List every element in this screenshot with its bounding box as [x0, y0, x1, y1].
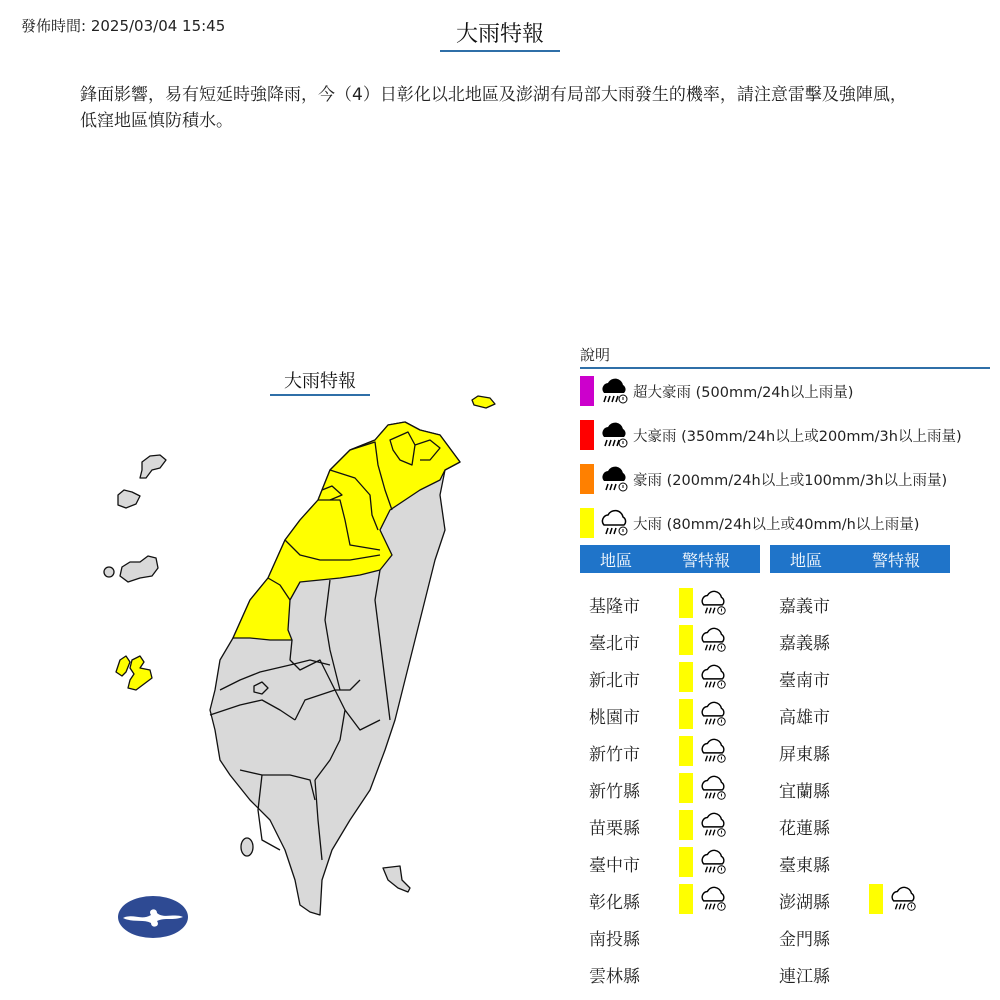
- heavy-rain-icon: [698, 588, 728, 618]
- region-name: 新竹縣: [589, 782, 640, 802]
- region-name: 嘉義縣: [779, 634, 830, 654]
- warning-level-bar: [679, 699, 693, 729]
- region-name: 彰化縣: [589, 893, 640, 913]
- heavy-rain-icon: [698, 847, 728, 877]
- region-name: 新竹市: [589, 745, 640, 765]
- region-name: 屏東縣: [779, 745, 830, 765]
- region-name: 基隆市: [589, 597, 640, 617]
- heavy-rain-icon: [888, 884, 918, 914]
- very-torrential-rain-icon: [598, 419, 630, 451]
- region-name: 臺中市: [589, 856, 640, 876]
- legend-label: 大雨 (80mm/24h以上或40mm/h以上雨量): [633, 516, 920, 533]
- column-header-warning: 警特報: [681, 550, 730, 570]
- region-name: 澎湖縣: [779, 893, 830, 913]
- warning-description: 鋒面影響，易有短延時強降雨，今（4）日彰化以北地區及澎湖有局部大雨發生的機率，請注意雷擊及強陣風，低窪地區慎防積水。: [80, 85, 907, 131]
- region-name: 南投縣: [589, 930, 640, 950]
- region-name: 桃園市: [589, 708, 640, 728]
- warning-level-bar: [679, 773, 693, 803]
- region-name: 花蓮縣: [779, 819, 830, 839]
- region-name: 宜蘭縣: [779, 782, 830, 802]
- legend-item-extreme-torrential-rain: [580, 369, 990, 413]
- issue-time: 發佈時間: 2025/03/04 15:45: [21, 17, 226, 35]
- warning-level-bar: [679, 625, 693, 655]
- heavy-rain-icon: [698, 773, 728, 803]
- warning-level-bar: [679, 736, 693, 766]
- legend-item-torrential-rain: [580, 457, 990, 501]
- heavy-rain-icon: [698, 699, 728, 729]
- heavy-rain-icon: [698, 884, 728, 914]
- region-name: 連江縣: [779, 967, 830, 987]
- region-name: 新北市: [589, 671, 640, 691]
- legend-item-very-torrential-rain: [580, 413, 990, 457]
- map-title: 大雨特報: [270, 367, 370, 396]
- heavy-rain-icon: [698, 662, 728, 692]
- region-name: 臺北市: [589, 634, 640, 654]
- taiwan-warning-map: [90, 385, 510, 930]
- extreme-torrential-rain-icon: [598, 375, 630, 407]
- page-title: 大雨特報: [440, 17, 560, 52]
- table-header-right: [770, 545, 950, 573]
- cwa-logo: [117, 895, 189, 939]
- penghu-county: [116, 656, 130, 676]
- torrential-rain-icon: [598, 463, 630, 495]
- legend-swatch-orange: [580, 464, 594, 494]
- warning-level-bar: [679, 588, 693, 618]
- region-name: 嘉義市: [779, 597, 830, 617]
- warning-level-bar: [679, 810, 693, 840]
- legend-item-heavy-rain: [580, 501, 990, 545]
- region-name: 臺南市: [779, 671, 830, 691]
- region-name: 臺東縣: [779, 856, 830, 876]
- heavy-rain-icon: [698, 625, 728, 655]
- legend-label: 大豪雨 (350mm/24h以上或200mm/3h以上雨量): [633, 428, 962, 445]
- region-name: 高雄市: [779, 708, 830, 728]
- warning-level-bar: [679, 847, 693, 877]
- legend-label: 豪雨 (200mm/24h以上或100mm/3h以上雨量): [633, 472, 948, 489]
- legend: [580, 344, 990, 545]
- legend-title: 說明: [580, 344, 990, 369]
- column-header-region: 地區: [599, 550, 632, 570]
- legend-swatch-red: [580, 420, 594, 450]
- heavy-rain-icon: [598, 507, 630, 539]
- warning-level-bar: [679, 884, 693, 914]
- region-name: 金門縣: [779, 930, 830, 950]
- legend-label: 超大豪雨 (500mm/24h以上雨量): [633, 384, 854, 401]
- island-north-penghu: [140, 455, 166, 478]
- region-name: 雲林縣: [589, 967, 640, 987]
- warning-level-bar: [869, 884, 883, 914]
- table-header-left: [580, 545, 760, 573]
- legend-swatch-yellow: [580, 508, 594, 538]
- column-header-region: 地區: [789, 550, 822, 570]
- region-name: 苗栗縣: [589, 819, 640, 839]
- heavy-rain-icon: [698, 736, 728, 766]
- warning-level-bar: [679, 662, 693, 692]
- legend-swatch-magenta: [580, 376, 594, 406]
- heavy-rain-icon: [698, 810, 728, 840]
- column-header-warning: 警特報: [871, 550, 920, 570]
